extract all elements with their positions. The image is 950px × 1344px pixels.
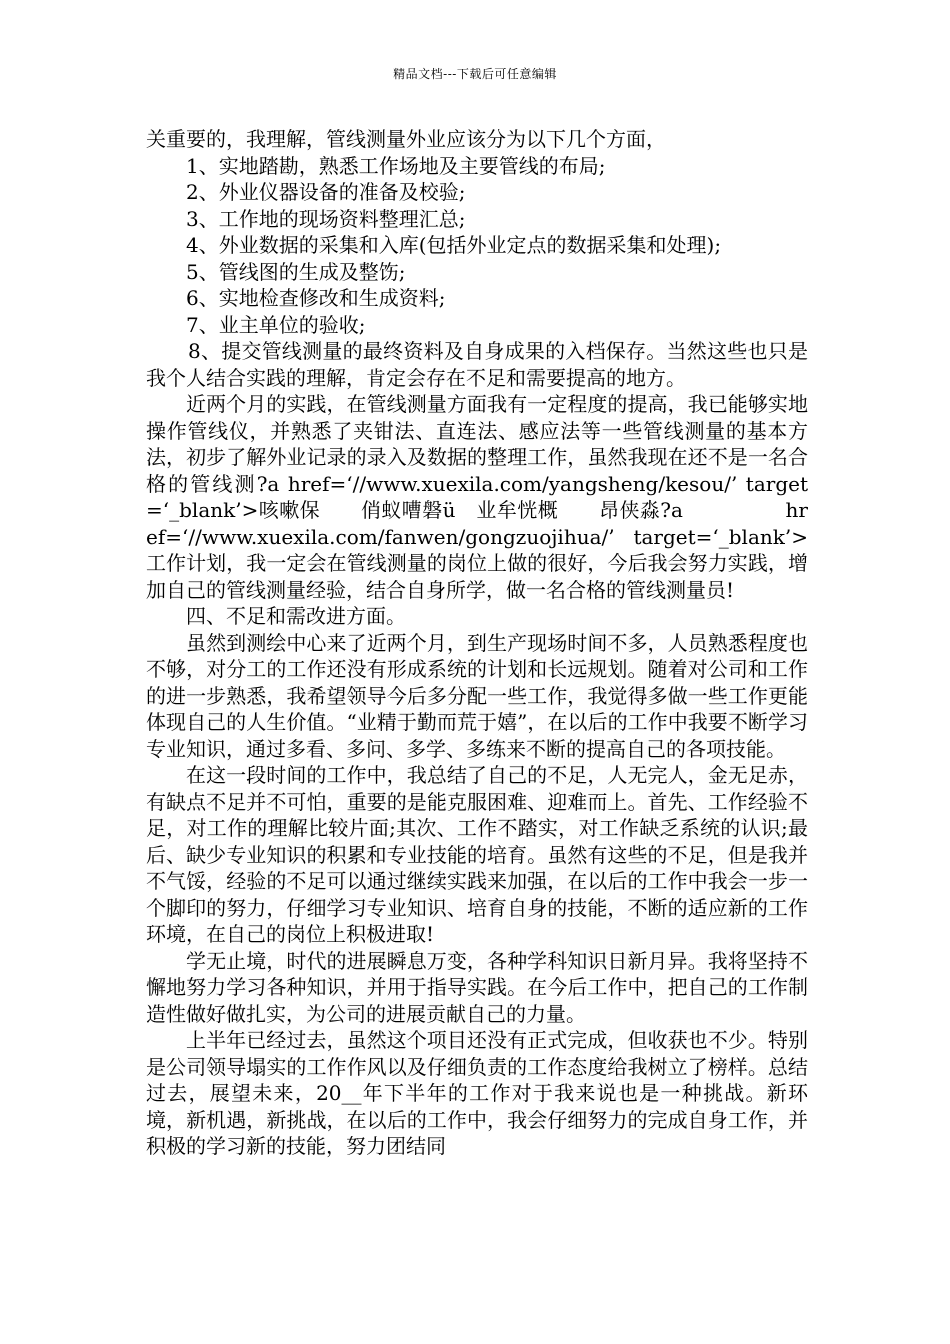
list-item: 2、外业仪器设备的准备及校验; — [186, 180, 466, 204]
paragraph: 上半年已经过去，虽然这个项目还没有正式完成，但收获也不少。特别是公司领导塌实的工作作风以及仔细负责的工作态度给我树立了榜样。总结过去，展望未来，20__年下半年的工作对于我来说也是一种挑战。新环境，新机遇，新挑战，在以后的工作中，我会仔细努力的完成自身工作，并积极的学习新的技能，努力团结同 — [146, 1028, 808, 1158]
paragraph: 学无止境，时代的进展瞬息万变，各种学科知识日新月异。我将坚持不懈地努力学习各种知识，并用于指导实践。在今后工作中，把自己的工作制造性做好做扎实，为公司的进展贡献自己的力量。 — [146, 948, 808, 1026]
list-item: 4、外业数据的采集和入库(包括外业定点的数据采集和处理); — [186, 233, 722, 257]
list-item: 3、工作地的现场资料整理汇总; — [186, 206, 466, 231]
list-item: 6、实地检查修改和生成资料; — [186, 286, 446, 310]
paragraph: 关重要的，我理解，管线测量外业应该分为以下几个方面， — [146, 127, 666, 151]
list-item: 8、提交管线测量的最终资料及自身成果的入档保存。当然这些也只是我个人结合实践的理解，肯定会存在不足和需要提高的地方。 — [146, 339, 808, 390]
list-item: 7、业主单位的验收; — [186, 312, 366, 337]
paragraph: 在这一段时间的工作中，我总结了自己的不足，人无完人，金无足赤，有缺点不足并不可怕，重要的是能克服困难、迎难而上。首先、工作经验不足，对工作的理解比较片面;其次、工作不踏实，对工作缺乏系统的认识;最后、缺少专业知识的积累和专业技能的培育。虽然有这些的不足，但是我并不气馁，经验的不足可以通过继续实践来加强，在以后的工作中我会一步一个脚印的努力，仔细学习专业知识、培育自身的技能，不断的适应新的工作环境，在自己的岗位上积极进取! — [146, 763, 808, 946]
paragraph: 虽然到测绘中心来了近两个月，到生产现场时间不多，人员熟悉程度也不够，对分工的工作还没有形成系统的计划和长远规划。随着对公司和工作的进一步熟悉，我希望领导今后多分配一些工作，我觉得多做一些工作更能体现自己的人生价值。“业精于勤而荒于嬉”，在以后的工作中我要不断学习专业知识，通过多看、多问、多学、多练来不断的提高自己的各项技能。 — [146, 630, 808, 761]
document-body — [146, 126, 808, 1160]
list-item: 1、实地踏勘，熟悉工作场地及主要管线的布局; — [186, 153, 606, 178]
list-item: 5、管线图的生成及整饬; — [186, 259, 406, 284]
page-header: 精品文档---下载后可任意编辑 — [393, 67, 557, 81]
section-heading: 四、不足和需改进方面。 — [186, 604, 406, 628]
paragraph: 近两个月的实践，在管线测量方面我有一定程度的提高，我已能够实地操作管线仪，并熟悉了夹钳法、直连法、感应法等一些管线测量的基本方法，初步了解外业记录的录入及数据的整理工作，虽然我现在还不是一名合格的管线测?a href=‘//www.xuexila.com/yangsheng/kesou/’ target=‘_blank’>咳嗽保 俏蚁嘈磐ü 业牟恍概 昂侠淼?a href=‘//www.xuexila.com/fanwen/gongzuojihua/’ target=‘_blank’>工作计划，我一定会在管线测量的岗位上做的很好，今后我会努力实践，增加自己的管线测量经验，结合自身所学，做一名合格的管线测量员! — [146, 392, 808, 602]
